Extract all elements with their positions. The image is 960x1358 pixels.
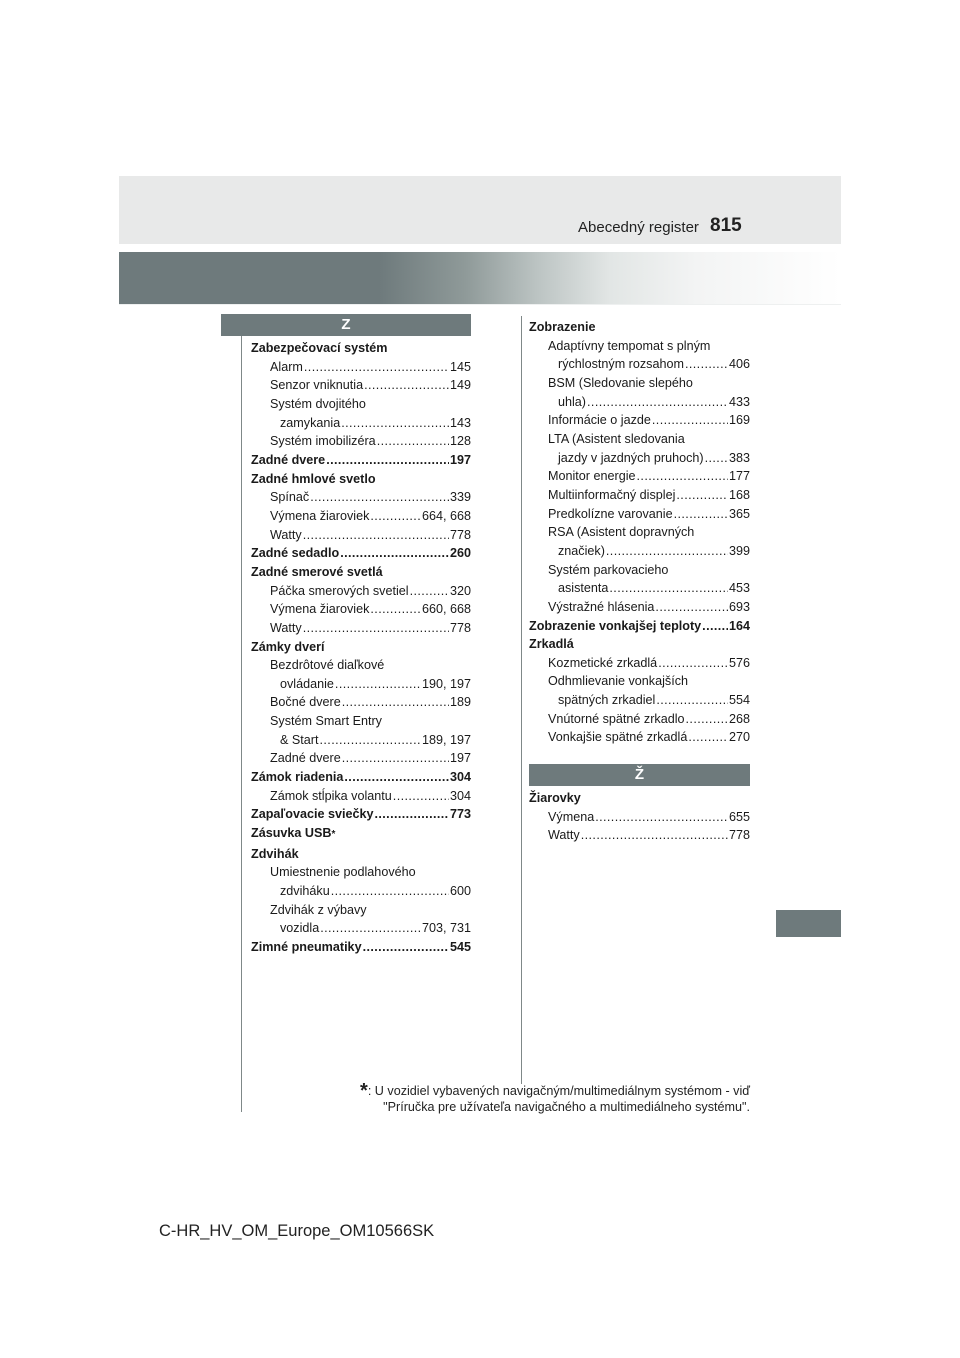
- page-reference: 433: [728, 394, 750, 409]
- page-reference: 270: [728, 730, 750, 745]
- index-entry: [529, 337, 750, 356]
- page-reference: 169: [728, 413, 750, 428]
- page-reference: 189, 197: [421, 732, 471, 747]
- page-reference: 260: [449, 546, 471, 561]
- dot-leader: [685, 355, 728, 374]
- index-term: LTA (Asistent sledovania: [548, 431, 685, 446]
- dot-leader: [304, 358, 449, 377]
- page-number: 815: [710, 215, 742, 236]
- index-term: jazdy v jazdných pruhoch): [558, 450, 704, 465]
- index-entry: [251, 339, 471, 358]
- dot-leader: [705, 449, 728, 468]
- index-entry: [529, 355, 750, 374]
- index-term: BSM (Sledovanie slepého: [548, 375, 693, 390]
- index-term: Informácie o jazde: [548, 413, 651, 428]
- index-entry: [529, 542, 750, 561]
- dot-leader: [335, 675, 421, 694]
- index-term: značiek): [558, 543, 605, 558]
- dot-leader: [702, 617, 728, 636]
- page-reference: 168: [728, 487, 750, 502]
- dot-leader: [656, 691, 728, 710]
- index-entry: [529, 449, 750, 468]
- page-reference: 778: [449, 527, 471, 542]
- index-term: Monitor energie: [548, 469, 636, 484]
- index-term: Zadné sedadlo: [251, 546, 340, 561]
- dot-leader: [303, 619, 449, 638]
- dot-leader: [587, 393, 728, 412]
- dot-leader: [688, 728, 728, 747]
- dot-leader: [320, 919, 421, 938]
- header-gradient-bar: [119, 252, 841, 304]
- index-entry: [251, 845, 471, 864]
- index-entry: [529, 374, 750, 393]
- index-entry: [529, 728, 750, 747]
- index-term: Vonkajšie spätné zrkadlá: [548, 730, 688, 745]
- dot-leader: [344, 768, 449, 787]
- dot-leader: [595, 808, 728, 827]
- page-reference: 383: [728, 450, 750, 465]
- index-entry: [529, 826, 750, 845]
- index-term: Bezdrôtové diaľkové: [270, 658, 385, 673]
- index-entry: [529, 430, 750, 449]
- middle-column-rule: [521, 316, 522, 1084]
- page-reference: 164: [728, 618, 750, 633]
- index-term: zdviháku: [280, 884, 330, 899]
- dot-leader: [658, 654, 728, 673]
- index-term: Zimné pneumatiky: [251, 940, 362, 954]
- page-reference: 143: [449, 415, 471, 430]
- dot-leader: [320, 731, 421, 750]
- dot-leader: [393, 787, 449, 806]
- page-reference: 554: [728, 693, 750, 708]
- page-reference: 778: [728, 828, 750, 843]
- index-term: Bočné dvere: [270, 695, 341, 710]
- page-reference: 320: [449, 583, 471, 598]
- dot-leader: [342, 693, 449, 712]
- footnote-mark: *: [360, 1080, 368, 1102]
- page-reference: 197: [449, 452, 471, 467]
- footnote-ref: *: [331, 829, 336, 841]
- index-term: Zámok riadenia: [251, 770, 344, 785]
- index-column-right-top: [529, 318, 750, 747]
- dot-leader: [655, 598, 728, 617]
- index-entry: [529, 467, 750, 486]
- index-term: RSA (Asistent dopravných: [548, 525, 695, 540]
- index-term: Zobrazenie vonkajšej teploty: [529, 618, 702, 633]
- index-term: Systém Smart Entry: [270, 714, 382, 729]
- index-column-left: [251, 339, 471, 957]
- index-entry: [251, 358, 471, 377]
- section-header-zh: Ž: [529, 764, 750, 786]
- footnote-line-1: : U vozidiel vybavených navigačným/multimediálnym systémom - viď: [367, 1084, 750, 1098]
- dot-leader: [377, 432, 449, 451]
- page-reference: 190, 197: [421, 676, 471, 691]
- index-entry: [251, 414, 471, 433]
- page-reference: 189: [449, 695, 471, 710]
- index-term: Výstražné hlásenia: [548, 599, 655, 614]
- index-term: Páčka smerových svetiel: [270, 583, 409, 598]
- document-code: C-HR_HV_OM_Europe_OM10566SK: [159, 1222, 435, 1240]
- index-entry: [251, 805, 471, 824]
- index-term: Umiestnenie podlahového: [270, 865, 416, 880]
- page-reference: 576: [728, 655, 750, 670]
- index-term: Výmena žiaroviek: [270, 602, 370, 617]
- index-term: Zadné smerové svetlá: [251, 564, 383, 579]
- page-reference: 664, 668: [421, 508, 471, 523]
- page-reference: 177: [728, 469, 750, 484]
- index-entry: [529, 561, 750, 580]
- page-reference: 149: [449, 378, 471, 393]
- index-entry: [251, 582, 471, 601]
- index-term: Zámok stĺpika volantu: [270, 788, 392, 803]
- index-entry: [251, 488, 471, 507]
- page-reference: 145: [449, 359, 471, 374]
- index-term: Žiarovky: [529, 791, 581, 805]
- dot-leader: [326, 451, 449, 470]
- index-term: Alarm: [270, 359, 303, 374]
- index-term: Vnútorné spätné zrkadlo: [548, 711, 685, 726]
- header-divider: [119, 304, 841, 305]
- dot-leader: [342, 749, 449, 768]
- dot-leader: [303, 526, 449, 545]
- index-entry: [251, 619, 471, 638]
- index-term: Zásuvka USB: [251, 826, 332, 841]
- page-reference: 693: [728, 599, 750, 614]
- index-entry: [251, 675, 471, 694]
- page-reference: 660, 668: [421, 602, 471, 617]
- index-term: Zdvihák z výbavy: [270, 902, 367, 917]
- dot-leader: [637, 467, 728, 486]
- index-term: Watty: [548, 828, 580, 843]
- index-entry: [251, 693, 471, 712]
- page-reference: 655: [728, 809, 750, 824]
- dot-leader: [374, 805, 449, 824]
- index-column-right-bottom: [529, 789, 750, 845]
- index-entry: [251, 395, 471, 414]
- dot-leader: [340, 544, 449, 563]
- index-term: Senzor vniknutia: [270, 378, 364, 393]
- index-entry: [251, 563, 471, 582]
- page-reference: 545: [449, 940, 471, 954]
- index-entry: [529, 672, 750, 691]
- index-entry: [529, 808, 750, 827]
- chapter-thumb-tab: [776, 910, 841, 937]
- dot-leader: [370, 600, 421, 619]
- footnote: [250, 1080, 750, 1115]
- index-entry: [251, 882, 471, 901]
- index-entry: [529, 691, 750, 710]
- index-entry: [251, 824, 471, 845]
- index-term: Systém imobilizéra: [270, 434, 376, 449]
- page-reference: 268: [728, 711, 750, 726]
- index-entry: [251, 938, 471, 957]
- index-entry: [529, 411, 750, 430]
- index-term: Zadné dvere: [251, 452, 326, 467]
- index-entry: [251, 638, 471, 657]
- index-entry: [251, 919, 471, 938]
- index-entry: [529, 789, 750, 808]
- index-term: Výmena žiaroviek: [270, 508, 370, 523]
- dot-leader: [341, 414, 449, 433]
- index-entry: [251, 712, 471, 731]
- index-term: Systém parkovacieho: [548, 562, 669, 577]
- index-entry: [529, 393, 750, 412]
- dot-leader: [686, 710, 728, 729]
- index-entry: [251, 507, 471, 526]
- page-reference: 339: [449, 490, 471, 505]
- dot-leader: [364, 376, 449, 395]
- index-entry: [251, 376, 471, 395]
- index-entry: [251, 451, 471, 470]
- index-term: asistenta: [558, 581, 609, 596]
- index-term: Kozmetické zrkadlá: [548, 655, 658, 670]
- dot-leader: [674, 505, 728, 524]
- page-reference: 399: [728, 543, 750, 558]
- index-term: Systém dvojitého: [270, 396, 366, 411]
- page-reference: 453: [728, 581, 750, 596]
- index-term: Zámky dverí: [251, 639, 325, 654]
- dot-leader: [676, 486, 728, 505]
- page-reference: 304: [449, 770, 471, 785]
- index-entry: [251, 526, 471, 545]
- dot-leader: [363, 938, 449, 957]
- index-entry: [251, 544, 471, 563]
- index-term: Zadné hmlové svetlo: [251, 471, 376, 486]
- index-entry: [251, 470, 471, 489]
- index-term: spätných zrkadiel: [558, 693, 656, 708]
- page-reference: 365: [728, 506, 750, 521]
- index-entry: [529, 523, 750, 542]
- index-term: Výmena: [548, 809, 595, 824]
- page-reference: 197: [449, 751, 471, 766]
- page-reference: 128: [449, 434, 471, 449]
- index-entry: [529, 598, 750, 617]
- index-term: uhla): [558, 394, 587, 409]
- dot-leader: [331, 882, 449, 901]
- index-term: Predkolízne varovanie: [548, 506, 673, 521]
- index-term: Zobrazenie: [529, 320, 596, 334]
- index-term: ovládanie: [280, 676, 334, 691]
- page-reference: 778: [449, 620, 471, 635]
- dot-leader: [652, 411, 728, 430]
- index-term: rýchlostným rozsahom: [558, 357, 684, 372]
- index-term: Zrkadlá: [529, 637, 574, 652]
- index-term: Zabezpečovací systém: [251, 341, 388, 355]
- index-term: Spínač: [270, 490, 310, 505]
- index-entry: [251, 432, 471, 451]
- dot-leader: [370, 507, 421, 526]
- page-reference: 406: [728, 357, 750, 372]
- left-column-rule: [241, 330, 242, 1112]
- page-title: Abecedný register: [578, 219, 699, 236]
- index-entry: [529, 617, 750, 636]
- index-term: Odhmlievanie vonkajších: [548, 674, 689, 689]
- index-term: Zapaľovacie sviečky: [251, 807, 374, 822]
- index-entry: [529, 486, 750, 505]
- index-entry: [251, 768, 471, 787]
- index-term: vozidla: [280, 921, 320, 936]
- page-reference: 304: [449, 788, 471, 803]
- index-term: Multiinformačný displej: [548, 487, 676, 502]
- dot-leader: [581, 826, 728, 845]
- index-entry: [529, 635, 750, 654]
- section-header-z: Z: [221, 314, 471, 336]
- dot-leader: [410, 582, 449, 601]
- page-reference: 773: [449, 807, 471, 822]
- footnote-line-2: "Príručka pre užívateľa navigačného a multimediálneho systému".: [383, 1100, 750, 1114]
- index-term: zamykania: [280, 415, 341, 430]
- index-entry: [251, 749, 471, 768]
- index-entry: [251, 731, 471, 750]
- index-entry: [529, 505, 750, 524]
- dot-leader: [310, 488, 449, 507]
- index-term: & Start: [280, 732, 319, 747]
- index-entry: [529, 579, 750, 598]
- index-entry: [529, 710, 750, 729]
- index-entry: [251, 787, 471, 806]
- index-term: Zdvihák: [251, 846, 299, 861]
- page-reference: 703, 731: [421, 921, 471, 936]
- dot-leader: [609, 579, 728, 598]
- dot-leader: [606, 542, 728, 561]
- index-term: Watty: [270, 620, 302, 635]
- index-term: Zadné dvere: [270, 751, 341, 766]
- index-term: Adaptívny tempomat s plným: [548, 338, 711, 353]
- index-term: Watty: [270, 527, 302, 542]
- index-entry: [251, 901, 471, 920]
- page-reference: 600: [449, 884, 471, 899]
- index-entry: [529, 318, 750, 337]
- index-entry: [251, 863, 471, 882]
- index-entry: [251, 600, 471, 619]
- index-entry: [529, 654, 750, 673]
- index-entry: [251, 656, 471, 675]
